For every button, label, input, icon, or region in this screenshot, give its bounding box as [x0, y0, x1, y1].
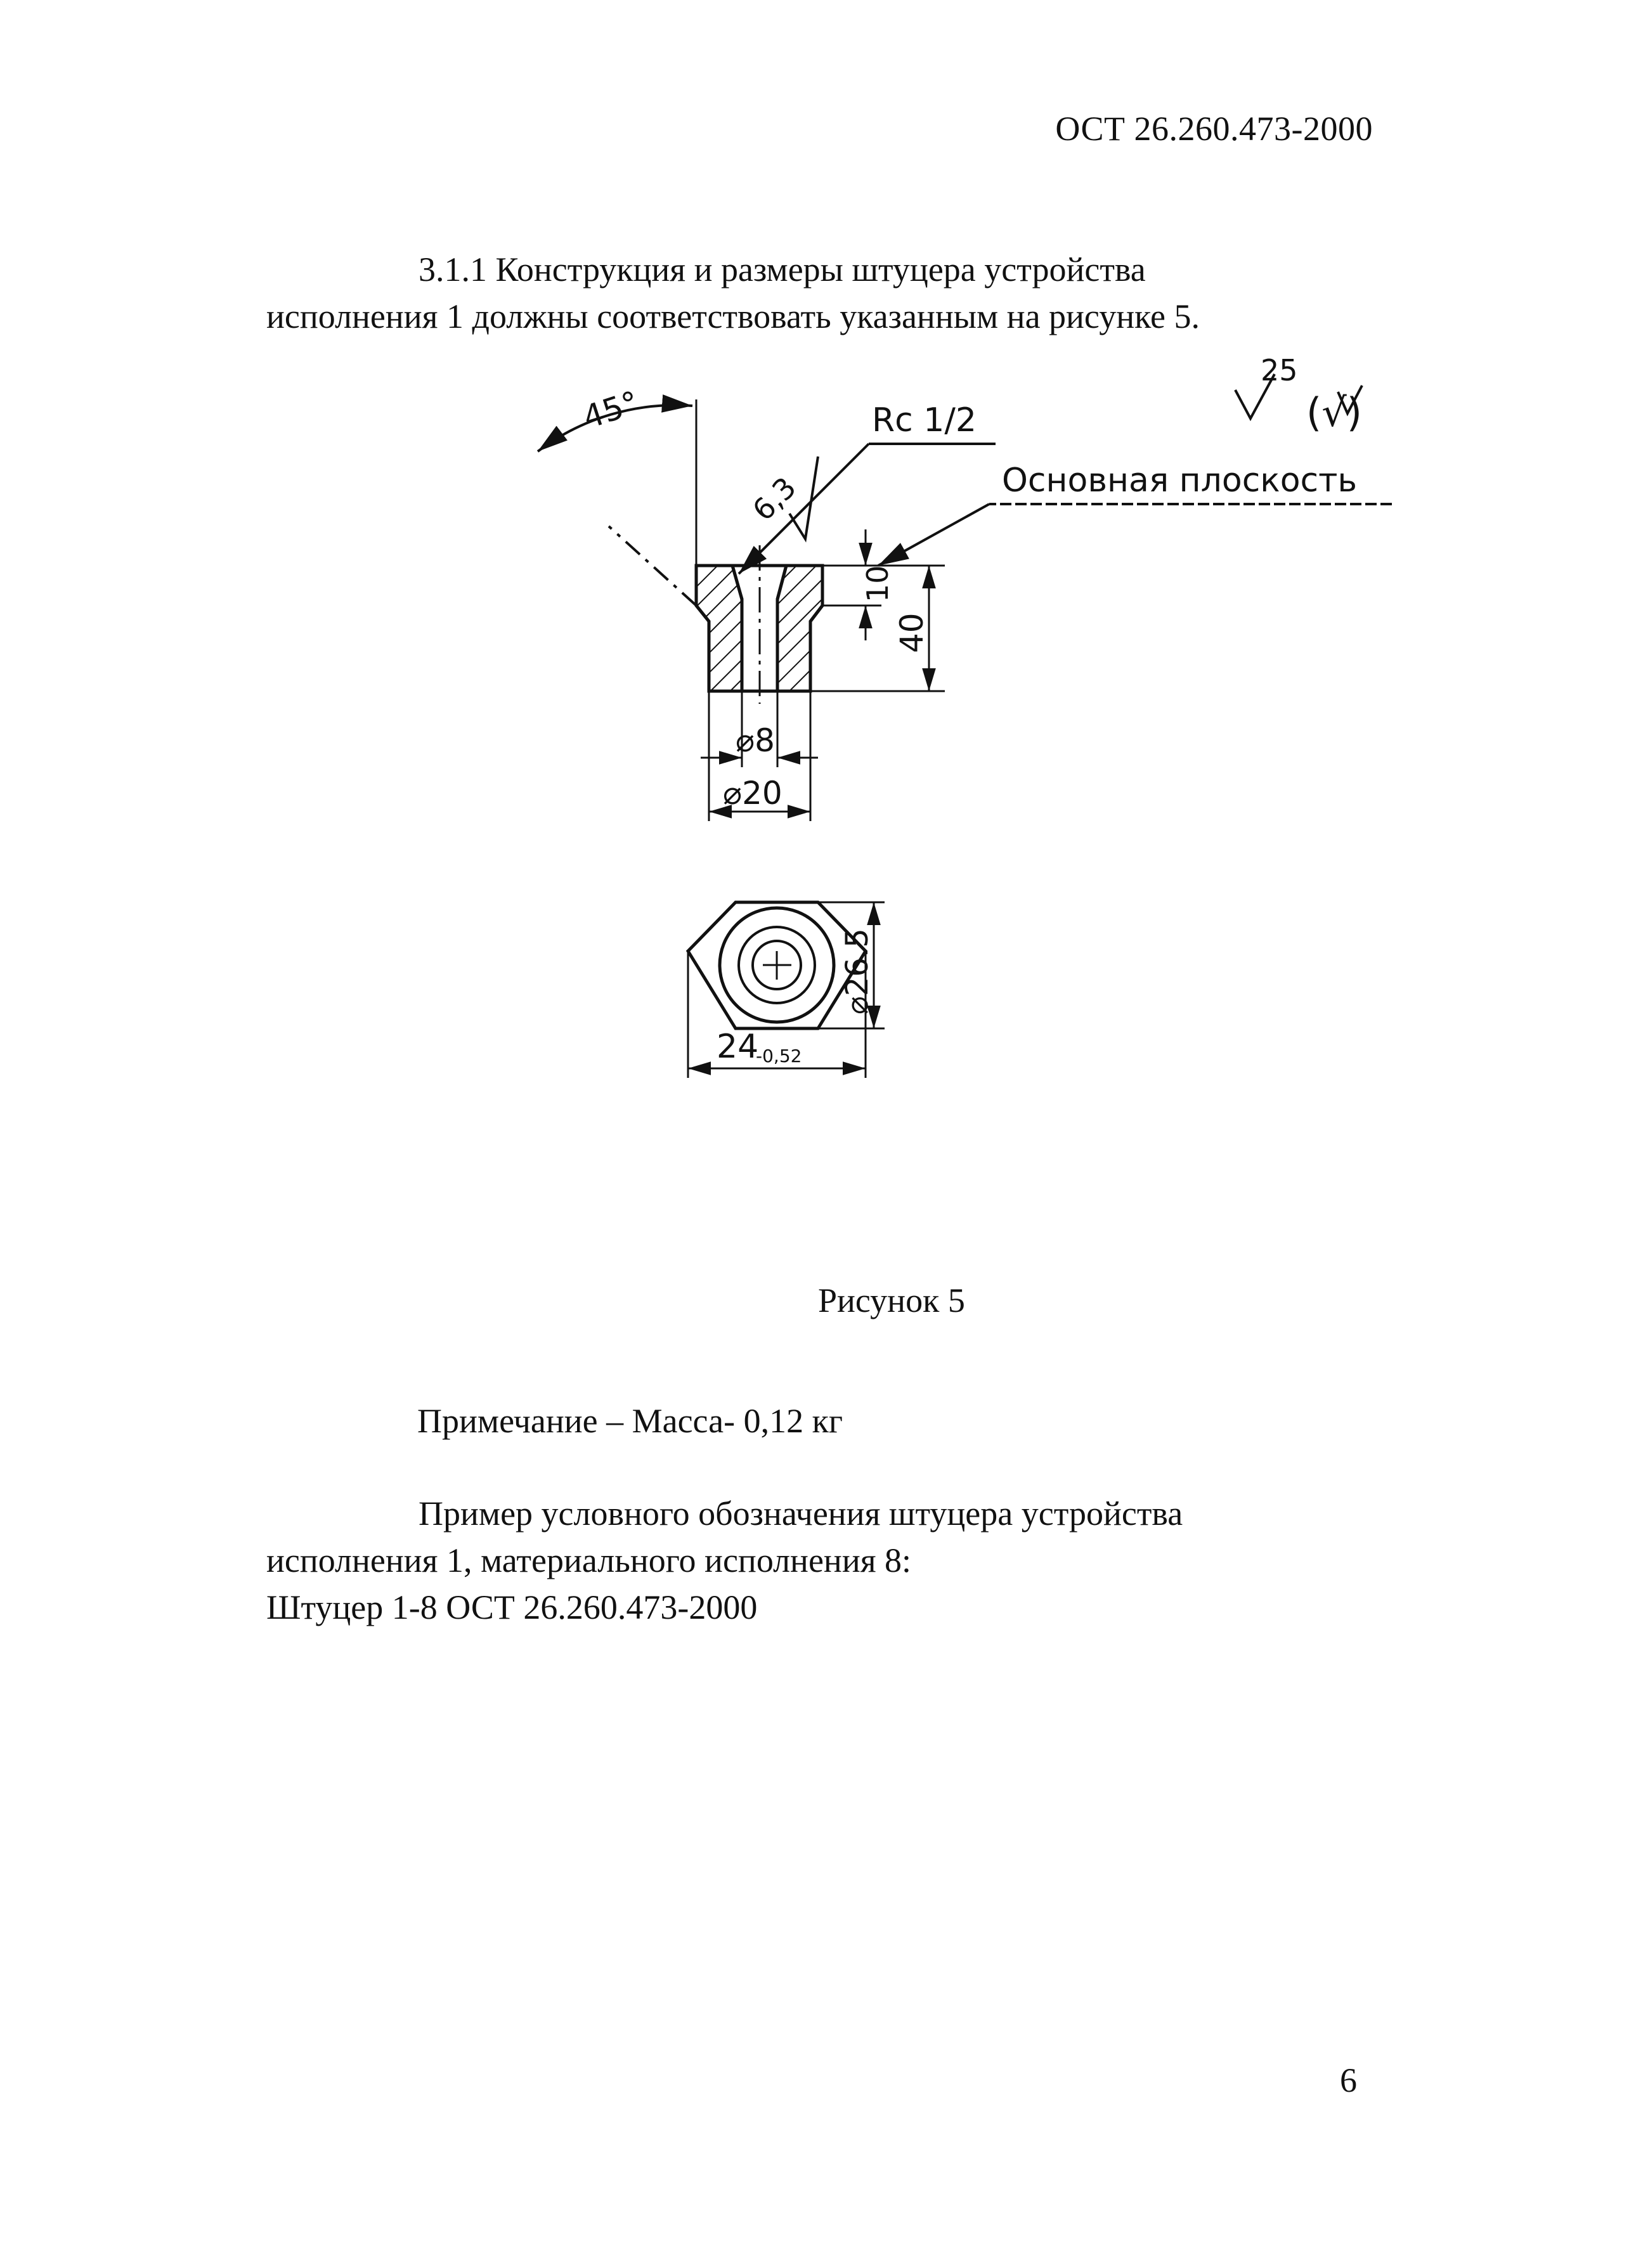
roughness-general-paren: (√) [1306, 389, 1362, 436]
dim-d26-5-label: ⌀26.5 [840, 928, 875, 1014]
mass-note: Примечание – Масса- 0,12 кг [417, 1402, 843, 1440]
dim-24-label: 24 [717, 1028, 759, 1066]
roughness-general-value: 25 [1261, 353, 1298, 387]
base-plane-leader [878, 504, 1392, 566]
figure-caption: Рисунок 5 [818, 1281, 965, 1319]
dim-d8-label: ⌀8 [736, 722, 775, 759]
fitting-section-view [696, 545, 822, 704]
intro-line-2: исполнения 1 должны соответствовать указанным на рисунке 5. [266, 297, 1200, 335]
base-plane-label: Основная плоскость [1002, 462, 1358, 500]
document-number: ОСТ 26.260.473-2000 [1055, 110, 1373, 148]
designation-example [266, 1490, 1344, 1631]
dim-10-label: 10 [860, 565, 895, 602]
example-line-3: Штуцер 1-8 ОСТ 26.260.473-2000 [266, 1588, 758, 1626]
example-line-2: исполнения 1, материального исполнения 8: [266, 1541, 912, 1579]
intro-line-1: 3.1.1 Конструкция и размеры штуцера устройства [419, 250, 1146, 288]
angle-label: 45° [578, 384, 644, 437]
section-hatch-right [777, 566, 822, 691]
page-number: 6 [1340, 2061, 1357, 2099]
dim-d20-label: ⌀20 [723, 775, 782, 812]
chamfer-angle-callout [538, 399, 696, 606]
example-line-1: Пример условного обозначения штуцера устройства [419, 1494, 1183, 1533]
hex-top-view [688, 902, 866, 1028]
roughness-local-value: 6,3 [746, 470, 803, 528]
dim-40-label: 40 [893, 612, 930, 653]
section-hatch-left [696, 566, 742, 691]
dim-24-tolerance: -0,52 [756, 1046, 802, 1066]
thread-label: Rc 1/2 [872, 401, 977, 439]
